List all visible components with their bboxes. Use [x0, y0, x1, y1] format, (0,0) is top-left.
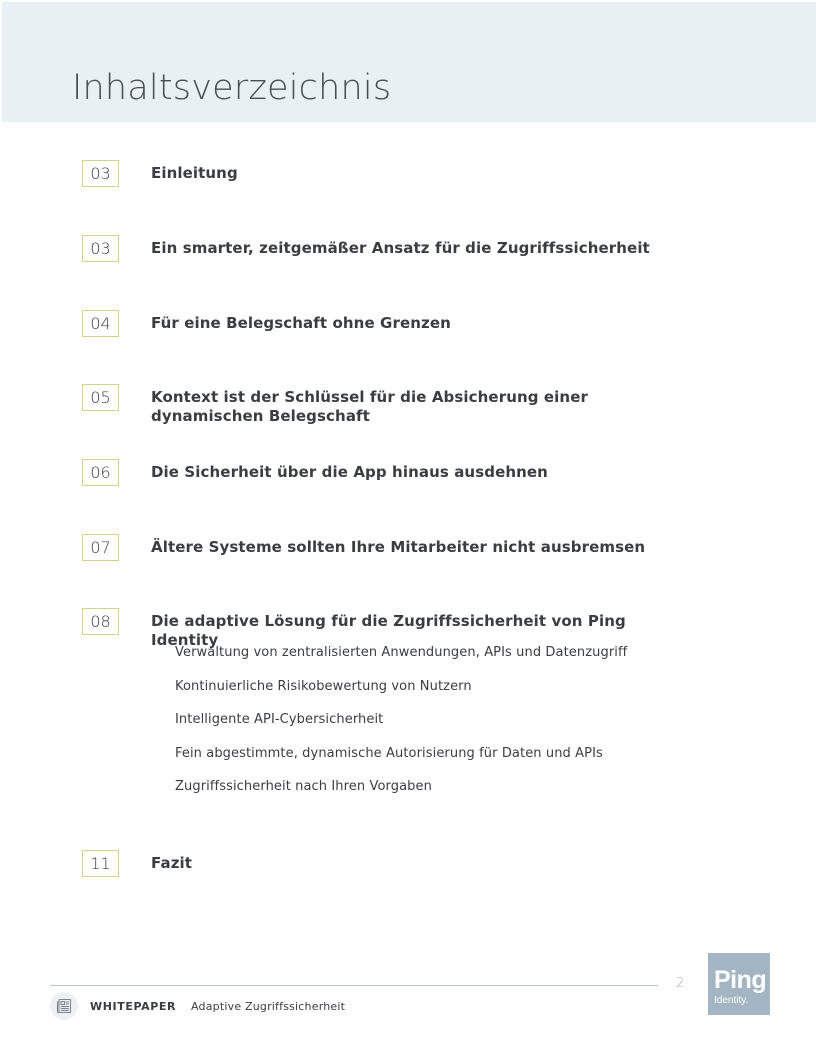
footer-doc-title: Adaptive Zugriffssicherheit [191, 1000, 346, 1013]
toc-entry-title[interactable]: Ältere Systeme sollten Ihre Mitarbeiter nicht ausbremsen [151, 538, 646, 556]
footer-doc-type: WHITEPAPER [90, 1000, 177, 1013]
toc-entry-title[interactable]: Für eine Belegschaft ohne Grenzen [151, 314, 451, 332]
footer-divider [50, 985, 658, 986]
page-number-box: 04 [82, 310, 119, 337]
toc-subitem[interactable]: Verwaltung von zentralisierten Anwendungen, APIs und Datenzugriff [175, 645, 628, 660]
toc-entry-title[interactable]: Die Sicherheit über die App hinaus ausdehnen [151, 463, 548, 481]
toc-subitem[interactable]: Kontinuierliche Risikobewertung von Nutzern [175, 679, 472, 694]
page-number-box: 03 [82, 160, 119, 187]
toc-entry-title[interactable]: Fazit [151, 854, 193, 872]
newspaper-icon [50, 992, 78, 1020]
page-number-box: 07 [82, 534, 119, 561]
page-number-box: 05 [82, 384, 119, 411]
toc-entry-title[interactable]: Einleitung [151, 164, 238, 182]
toc-entry-title[interactable]: Ein smarter, zeitgemäßer Ansatz für die Zugriffssicherheit [151, 239, 650, 257]
ping-identity-logo [708, 953, 770, 1015]
page-number: 2 [676, 976, 685, 991]
logo-sub-text: Identity. [714, 995, 749, 1006]
page-number-box: 08 [82, 608, 119, 635]
toc-subitem[interactable]: Fein abgestimmte, dynamische Autorisierung für Daten und APIs [175, 746, 603, 761]
toc-subitem[interactable]: Zugriffssicherheit nach Ihren Vorgaben [175, 779, 432, 794]
toc-subitem[interactable]: Intelligente API-Cybersicherheit [175, 712, 384, 727]
page-number-box: 03 [82, 235, 119, 262]
page-title: Inhaltsverzeichnis [72, 68, 392, 108]
toc-entry-title[interactable]: Kontext ist der Schlüssel für die Absicherung einer dynamischen Belegschaft [151, 388, 588, 425]
page-number-box: 11 [82, 850, 119, 877]
page-number-box: 06 [82, 459, 119, 486]
logo-main-text: Ping [714, 966, 767, 994]
toc-entry-title[interactable]: Die adaptive Lösung für die Zugriffssicherheit von Ping Identity [151, 612, 626, 649]
